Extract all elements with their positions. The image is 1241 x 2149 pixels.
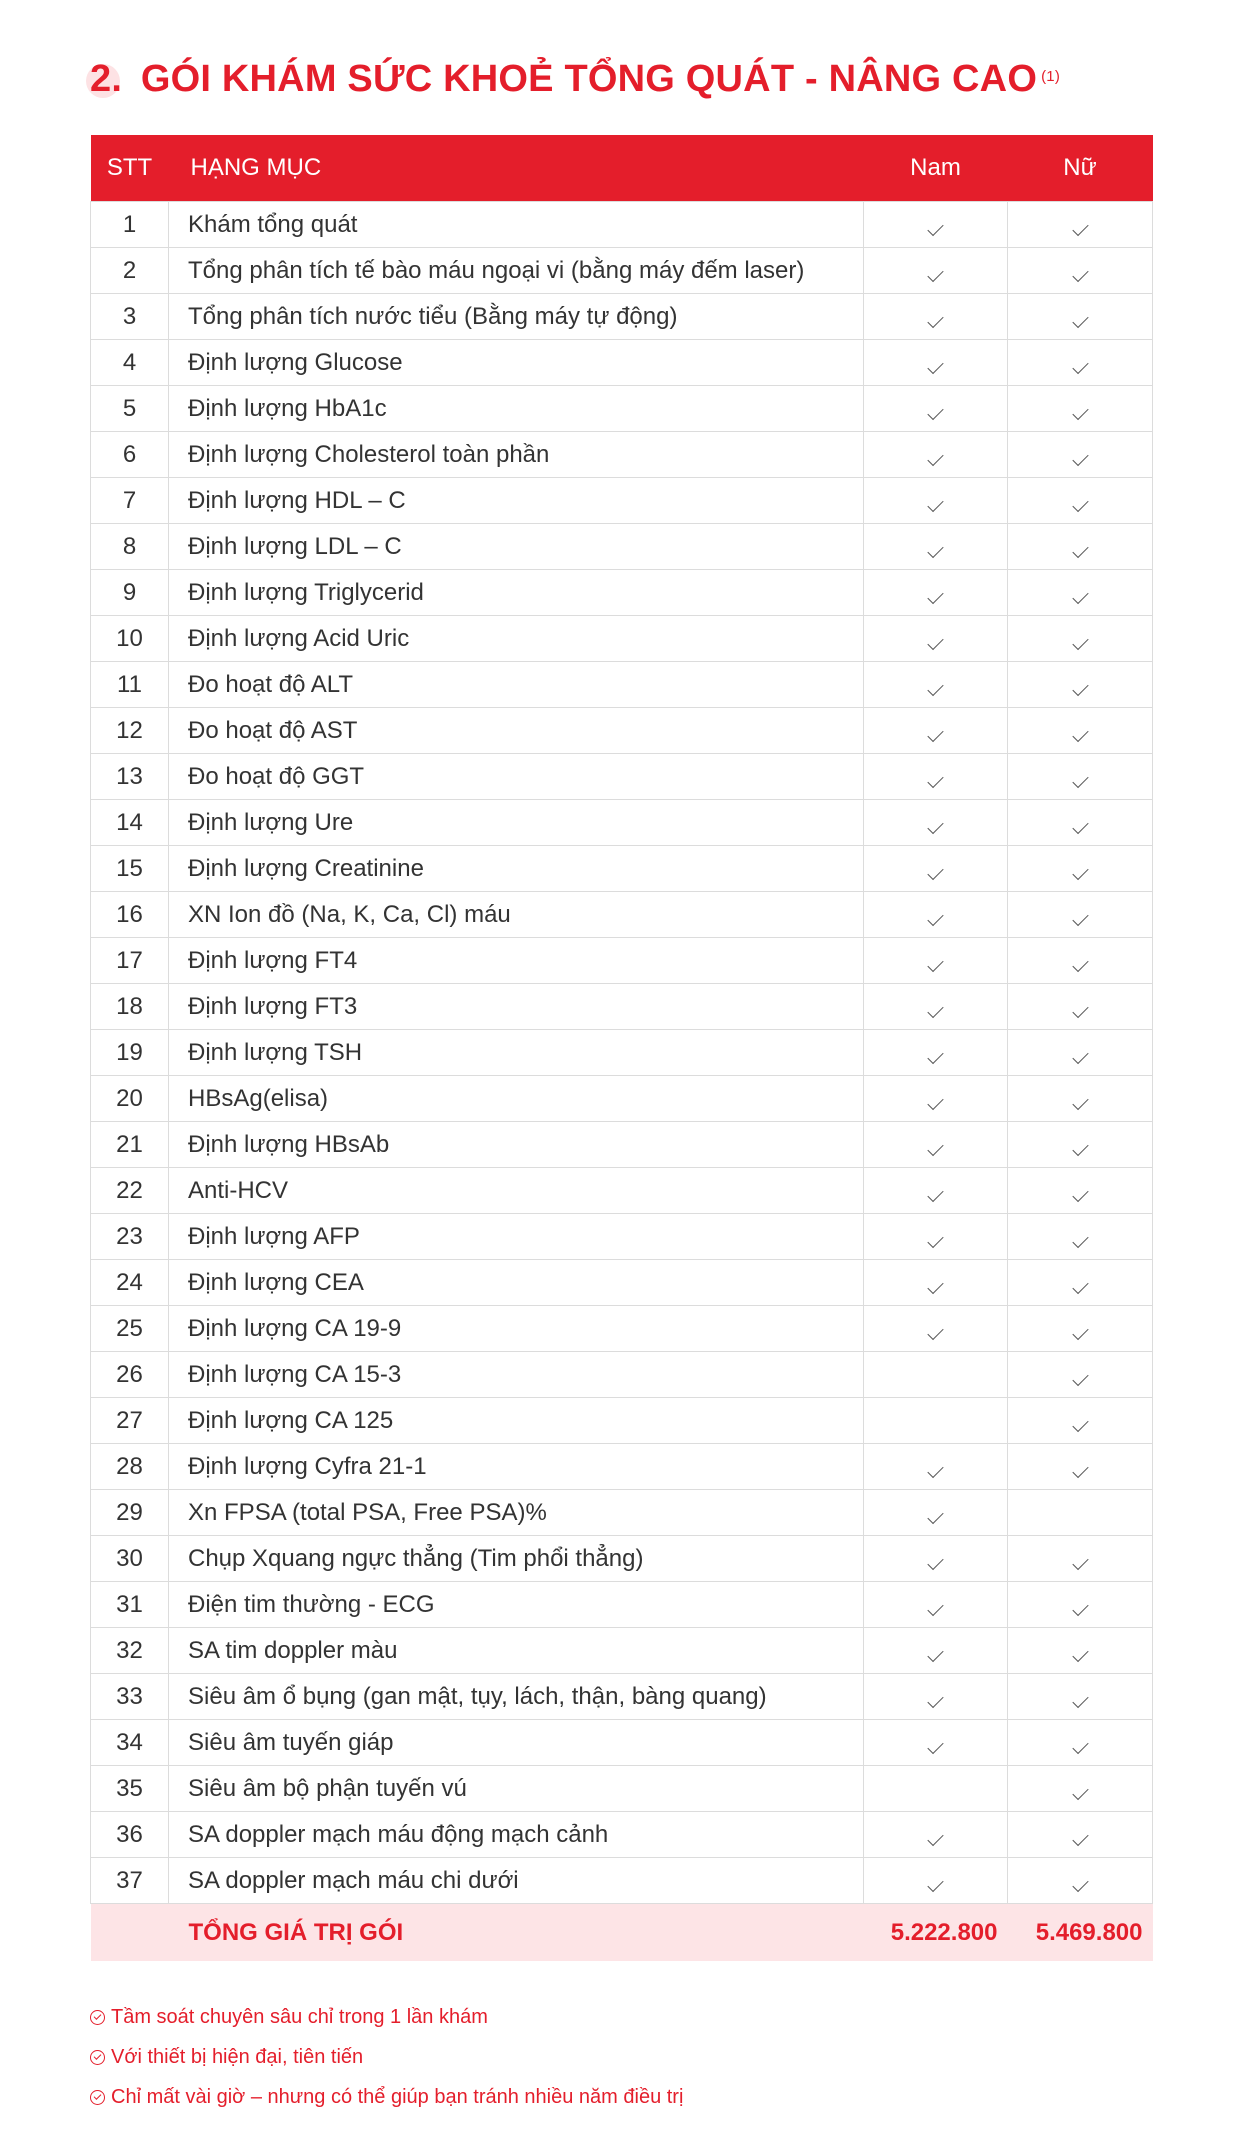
table-row bbox=[91, 1398, 1153, 1444]
row-male-cell bbox=[864, 294, 1008, 340]
table-row bbox=[91, 984, 1153, 1030]
row-stt: 26 bbox=[91, 1352, 169, 1398]
row-stt: 33 bbox=[91, 1674, 169, 1720]
check-icon bbox=[927, 1093, 943, 1109]
check-icon bbox=[1072, 1415, 1088, 1431]
check-icon bbox=[1072, 725, 1088, 741]
row-item-name: Định lượng CA 125 bbox=[169, 1398, 864, 1444]
row-item-name: Định lượng FT4 bbox=[169, 938, 864, 984]
check-circle-icon bbox=[90, 2090, 105, 2105]
row-male-cell bbox=[864, 1122, 1008, 1168]
row-stt: 1 bbox=[91, 202, 169, 248]
check-icon bbox=[927, 357, 943, 373]
table-row bbox=[91, 1260, 1153, 1306]
row-item-name: Định lượng Cyfra 21-1 bbox=[169, 1444, 864, 1490]
row-item-name: Siêu âm bộ phận tuyến vú bbox=[169, 1766, 864, 1812]
note-item bbox=[90, 2037, 683, 2077]
row-male-cell bbox=[864, 1812, 1008, 1858]
table-row bbox=[91, 662, 1153, 708]
check-icon bbox=[927, 1553, 943, 1569]
row-item-name: Định lượng Glucose bbox=[169, 340, 864, 386]
row-female-cell bbox=[1008, 1398, 1153, 1444]
row-stt: 7 bbox=[91, 478, 169, 524]
table-row bbox=[91, 1076, 1153, 1122]
total-label: TỔNG GIÁ TRỊ GÓI bbox=[169, 1904, 864, 1962]
row-female-cell bbox=[1008, 984, 1153, 1030]
row-female-cell bbox=[1008, 524, 1153, 570]
check-icon bbox=[927, 1691, 943, 1707]
row-female-cell bbox=[1008, 846, 1153, 892]
row-stt: 22 bbox=[91, 1168, 169, 1214]
check-icon bbox=[1072, 1369, 1088, 1385]
row-item-name: Khám tổng quát bbox=[169, 202, 864, 248]
check-icon bbox=[927, 1323, 943, 1339]
row-female-cell bbox=[1008, 248, 1153, 294]
row-stt: 18 bbox=[91, 984, 169, 1030]
header-item: HẠNG MỤC bbox=[169, 135, 864, 202]
row-stt: 12 bbox=[91, 708, 169, 754]
row-item-name: Siêu âm tuyến giáp bbox=[169, 1720, 864, 1766]
check-icon bbox=[927, 1139, 943, 1155]
table-body bbox=[91, 202, 1153, 1904]
row-item-name: Định lượng Creatinine bbox=[169, 846, 864, 892]
check-icon bbox=[1072, 219, 1088, 235]
table-row bbox=[91, 1122, 1153, 1168]
check-icon bbox=[1072, 495, 1088, 511]
table-row bbox=[91, 294, 1153, 340]
table-row bbox=[91, 1444, 1153, 1490]
row-item-name: Tổng phân tích nước tiểu (Bằng máy tự động) bbox=[169, 294, 864, 340]
note-text: Tầm soát chuyên sâu chỉ trong 1 lần khám bbox=[111, 2005, 488, 2028]
row-male-cell bbox=[864, 340, 1008, 386]
table-row bbox=[91, 616, 1153, 662]
check-circle-icon bbox=[90, 2010, 105, 2025]
table-row bbox=[91, 340, 1153, 386]
table-row bbox=[91, 1030, 1153, 1076]
check-icon bbox=[1072, 1323, 1088, 1339]
row-male-cell bbox=[864, 1582, 1008, 1628]
check-icon bbox=[1072, 771, 1088, 787]
table-row bbox=[91, 1352, 1153, 1398]
total-row bbox=[91, 1904, 1153, 1962]
row-male-cell bbox=[864, 1444, 1008, 1490]
check-icon bbox=[927, 1645, 943, 1661]
check-icon bbox=[927, 1461, 943, 1477]
table-row bbox=[91, 1674, 1153, 1720]
header-male: Nam bbox=[864, 135, 1008, 202]
row-female-cell bbox=[1008, 1260, 1153, 1306]
row-female-cell bbox=[1008, 1720, 1153, 1766]
table-header-row bbox=[91, 135, 1153, 202]
check-icon bbox=[1072, 357, 1088, 373]
table-row bbox=[91, 1536, 1153, 1582]
row-male-cell bbox=[864, 800, 1008, 846]
row-female-cell bbox=[1008, 1444, 1153, 1490]
row-female-cell bbox=[1008, 1536, 1153, 1582]
row-male-cell bbox=[864, 248, 1008, 294]
row-item-name: SA doppler mạch máu chi dưới bbox=[169, 1858, 864, 1904]
row-female-cell bbox=[1008, 754, 1153, 800]
table-row bbox=[91, 708, 1153, 754]
check-icon bbox=[1072, 1139, 1088, 1155]
row-male-cell bbox=[864, 1076, 1008, 1122]
row-stt: 5 bbox=[91, 386, 169, 432]
row-female-cell bbox=[1008, 1628, 1153, 1674]
row-item-name: Định lượng LDL – C bbox=[169, 524, 864, 570]
row-stt: 25 bbox=[91, 1306, 169, 1352]
row-male-cell bbox=[864, 662, 1008, 708]
row-female-cell bbox=[1008, 800, 1153, 846]
check-icon bbox=[927, 1599, 943, 1615]
table-row bbox=[91, 432, 1153, 478]
check-icon bbox=[1072, 1001, 1088, 1017]
row-female-cell bbox=[1008, 478, 1153, 524]
check-icon bbox=[927, 1231, 943, 1247]
row-female-cell bbox=[1008, 938, 1153, 984]
row-male-cell bbox=[864, 1536, 1008, 1582]
table-row bbox=[91, 478, 1153, 524]
row-item-name: Đo hoạt độ GGT bbox=[169, 754, 864, 800]
note-item bbox=[90, 1997, 683, 2037]
row-stt: 27 bbox=[91, 1398, 169, 1444]
check-icon bbox=[927, 449, 943, 465]
row-male-cell bbox=[864, 938, 1008, 984]
check-icon bbox=[927, 1185, 943, 1201]
total-price-male: 5.222.800 bbox=[864, 1904, 1008, 1962]
table-row bbox=[91, 1168, 1153, 1214]
row-stt: 15 bbox=[91, 846, 169, 892]
row-stt: 17 bbox=[91, 938, 169, 984]
table-row bbox=[91, 938, 1153, 984]
row-female-cell bbox=[1008, 1306, 1153, 1352]
row-male-cell bbox=[864, 1628, 1008, 1674]
row-item-name: Định lượng Cholesterol toàn phần bbox=[169, 432, 864, 478]
row-stt: 10 bbox=[91, 616, 169, 662]
table-row bbox=[91, 846, 1153, 892]
row-male-cell bbox=[864, 616, 1008, 662]
table-row bbox=[91, 570, 1153, 616]
row-male-cell bbox=[864, 1352, 1008, 1398]
table-row bbox=[91, 1766, 1153, 1812]
row-stt: 9 bbox=[91, 570, 169, 616]
title-text: GÓI KHÁM SỨC KHOẺ TỔNG QUÁT - NÂNG CAO bbox=[140, 58, 1038, 100]
check-icon bbox=[1072, 1691, 1088, 1707]
table-row bbox=[91, 1582, 1153, 1628]
row-female-cell bbox=[1008, 1812, 1153, 1858]
row-female-cell bbox=[1008, 1030, 1153, 1076]
check-icon bbox=[1072, 1277, 1088, 1293]
note-item bbox=[90, 2077, 683, 2117]
check-icon bbox=[1072, 1599, 1088, 1615]
check-icon bbox=[1072, 1645, 1088, 1661]
row-male-cell bbox=[864, 524, 1008, 570]
row-stt: 2 bbox=[91, 248, 169, 294]
check-icon bbox=[1072, 1231, 1088, 1247]
check-circle-icon bbox=[90, 2050, 105, 2065]
check-icon bbox=[1072, 1553, 1088, 1569]
row-female-cell bbox=[1008, 1858, 1153, 1904]
check-icon bbox=[927, 219, 943, 235]
check-icon bbox=[1072, 1093, 1088, 1109]
row-stt: 21 bbox=[91, 1122, 169, 1168]
table-row bbox=[91, 800, 1153, 846]
check-icon bbox=[1072, 863, 1088, 879]
check-icon bbox=[927, 1277, 943, 1293]
row-stt: 14 bbox=[91, 800, 169, 846]
row-stt: 8 bbox=[91, 524, 169, 570]
row-stt: 36 bbox=[91, 1812, 169, 1858]
row-item-name: SA doppler mạch máu động mạch cảnh bbox=[169, 1812, 864, 1858]
row-stt: 32 bbox=[91, 1628, 169, 1674]
row-male-cell bbox=[864, 754, 1008, 800]
check-icon bbox=[927, 495, 943, 511]
row-stt: 28 bbox=[91, 1444, 169, 1490]
row-male-cell bbox=[864, 892, 1008, 938]
check-icon bbox=[927, 633, 943, 649]
row-male-cell bbox=[864, 1674, 1008, 1720]
row-female-cell bbox=[1008, 294, 1153, 340]
table-row bbox=[91, 1214, 1153, 1260]
check-icon bbox=[1072, 955, 1088, 971]
row-female-cell bbox=[1008, 1352, 1153, 1398]
row-male-cell bbox=[864, 1720, 1008, 1766]
check-icon bbox=[1072, 909, 1088, 925]
row-male-cell bbox=[864, 1260, 1008, 1306]
row-female-cell bbox=[1008, 662, 1153, 708]
row-female-cell bbox=[1008, 1766, 1153, 1812]
row-stt: 29 bbox=[91, 1490, 169, 1536]
row-item-name: Định lượng FT3 bbox=[169, 984, 864, 1030]
row-female-cell bbox=[1008, 202, 1153, 248]
row-stt: 23 bbox=[91, 1214, 169, 1260]
check-icon bbox=[1072, 403, 1088, 419]
row-item-name: Định lượng CA 19-9 bbox=[169, 1306, 864, 1352]
check-icon bbox=[927, 541, 943, 557]
row-stt: 34 bbox=[91, 1720, 169, 1766]
table-row bbox=[91, 248, 1153, 294]
check-icon bbox=[1072, 679, 1088, 695]
row-male-cell bbox=[864, 1858, 1008, 1904]
row-item-name: Anti-HCV bbox=[169, 1168, 864, 1214]
row-female-cell bbox=[1008, 1674, 1153, 1720]
row-male-cell bbox=[864, 1766, 1008, 1812]
check-icon bbox=[927, 909, 943, 925]
check-icon bbox=[927, 311, 943, 327]
row-female-cell bbox=[1008, 340, 1153, 386]
check-icon bbox=[1072, 449, 1088, 465]
check-icon bbox=[927, 817, 943, 833]
row-stt: 19 bbox=[91, 1030, 169, 1076]
total-price-female: 5.469.800 bbox=[1008, 1904, 1153, 1962]
row-female-cell bbox=[1008, 1122, 1153, 1168]
check-icon bbox=[1072, 541, 1088, 557]
row-female-cell bbox=[1008, 1076, 1153, 1122]
row-male-cell bbox=[864, 1306, 1008, 1352]
row-stt: 6 bbox=[91, 432, 169, 478]
row-male-cell bbox=[864, 1398, 1008, 1444]
check-icon bbox=[927, 1829, 943, 1845]
benefit-notes bbox=[90, 1997, 683, 2117]
row-female-cell bbox=[1008, 386, 1153, 432]
check-icon bbox=[1072, 1047, 1088, 1063]
row-item-name: HBsAg(elisa) bbox=[169, 1076, 864, 1122]
total-empty-cell bbox=[91, 1904, 169, 1962]
table-row bbox=[91, 754, 1153, 800]
check-icon bbox=[1072, 1461, 1088, 1477]
check-icon bbox=[927, 1047, 943, 1063]
header-stt: STT bbox=[91, 135, 169, 202]
title-footnote: (1) bbox=[1041, 68, 1061, 85]
row-male-cell bbox=[864, 1490, 1008, 1536]
row-female-cell bbox=[1008, 708, 1153, 754]
row-stt: 31 bbox=[91, 1582, 169, 1628]
table-row bbox=[91, 524, 1153, 570]
row-item-name: Định lượng HBsAb bbox=[169, 1122, 864, 1168]
row-stt: 37 bbox=[91, 1858, 169, 1904]
row-item-name: Định lượng Ure bbox=[169, 800, 864, 846]
row-item-name: Điện tim thường - ECG bbox=[169, 1582, 864, 1628]
section-number: 2. bbox=[90, 58, 130, 101]
check-icon bbox=[1072, 1829, 1088, 1845]
check-icon bbox=[927, 1875, 943, 1891]
page-title bbox=[90, 58, 1060, 101]
row-stt: 16 bbox=[91, 892, 169, 938]
row-male-cell bbox=[864, 846, 1008, 892]
row-item-name: XN Ion đồ (Na, K, Ca, Cl) máu bbox=[169, 892, 864, 938]
row-stt: 3 bbox=[91, 294, 169, 340]
row-female-cell bbox=[1008, 1490, 1153, 1536]
check-icon bbox=[1072, 1737, 1088, 1753]
row-item-name: Tổng phân tích tế bào máu ngoại vi (bằng máy đếm laser) bbox=[169, 248, 864, 294]
check-icon bbox=[927, 1001, 943, 1017]
check-icon bbox=[927, 955, 943, 971]
row-male-cell bbox=[864, 1168, 1008, 1214]
row-male-cell bbox=[864, 708, 1008, 754]
table-row bbox=[91, 1858, 1153, 1904]
check-icon bbox=[1072, 1875, 1088, 1891]
check-icon bbox=[927, 679, 943, 695]
check-icon bbox=[927, 771, 943, 787]
table-row bbox=[91, 1490, 1153, 1536]
table-row bbox=[91, 202, 1153, 248]
row-female-cell bbox=[1008, 570, 1153, 616]
row-female-cell bbox=[1008, 432, 1153, 478]
row-stt: 35 bbox=[91, 1766, 169, 1812]
row-male-cell bbox=[864, 1214, 1008, 1260]
row-female-cell bbox=[1008, 1168, 1153, 1214]
header-female: Nữ bbox=[1008, 135, 1153, 202]
row-item-name: Siêu âm ổ bụng (gan mật, tụy, lách, thận, bàng quang) bbox=[169, 1674, 864, 1720]
row-male-cell bbox=[864, 432, 1008, 478]
check-icon bbox=[1072, 1185, 1088, 1201]
package-table bbox=[90, 135, 1153, 1961]
check-icon bbox=[927, 1737, 943, 1753]
row-item-name: Chụp Xquang ngực thẳng (Tim phổi thẳng) bbox=[169, 1536, 864, 1582]
row-male-cell bbox=[864, 984, 1008, 1030]
row-female-cell bbox=[1008, 1214, 1153, 1260]
row-item-name: Xn FPSA (total PSA, Free PSA)% bbox=[169, 1490, 864, 1536]
row-male-cell bbox=[864, 570, 1008, 616]
row-item-name: Định lượng HbA1c bbox=[169, 386, 864, 432]
row-male-cell bbox=[864, 1030, 1008, 1076]
note-text: Với thiết bị hiện đại, tiên tiến bbox=[111, 2045, 364, 2068]
table-row bbox=[91, 386, 1153, 432]
table-row bbox=[91, 1720, 1153, 1766]
table-row bbox=[91, 1306, 1153, 1352]
note-text: Chỉ mất vài giờ – nhưng có thể giúp bạn tránh nhiều năm điều trị bbox=[111, 2085, 684, 2108]
row-item-name: Định lượng CA 15-3 bbox=[169, 1352, 864, 1398]
row-item-name: Định lượng CEA bbox=[169, 1260, 864, 1306]
check-icon bbox=[927, 403, 943, 419]
row-female-cell bbox=[1008, 1582, 1153, 1628]
row-item-name: Định lượng HDL – C bbox=[169, 478, 864, 524]
table-row bbox=[91, 1812, 1153, 1858]
check-icon bbox=[1072, 265, 1088, 281]
row-stt: 30 bbox=[91, 1536, 169, 1582]
row-female-cell bbox=[1008, 892, 1153, 938]
check-icon bbox=[927, 1507, 943, 1523]
row-male-cell bbox=[864, 386, 1008, 432]
row-stt: 24 bbox=[91, 1260, 169, 1306]
row-stt: 11 bbox=[91, 662, 169, 708]
check-icon bbox=[1072, 1783, 1088, 1799]
check-icon bbox=[927, 863, 943, 879]
row-stt: 13 bbox=[91, 754, 169, 800]
table-row bbox=[91, 1628, 1153, 1674]
row-item-name: Đo hoạt độ AST bbox=[169, 708, 864, 754]
row-item-name: Định lượng Acid Uric bbox=[169, 616, 864, 662]
check-icon bbox=[927, 587, 943, 603]
table-row bbox=[91, 892, 1153, 938]
row-item-name: Đo hoạt độ ALT bbox=[169, 662, 864, 708]
row-stt: 4 bbox=[91, 340, 169, 386]
check-icon bbox=[1072, 311, 1088, 327]
check-icon bbox=[1072, 633, 1088, 649]
row-item-name: Định lượng AFP bbox=[169, 1214, 864, 1260]
check-icon bbox=[927, 265, 943, 281]
row-female-cell bbox=[1008, 616, 1153, 662]
row-male-cell bbox=[864, 478, 1008, 524]
check-icon bbox=[1072, 817, 1088, 833]
row-item-name: Định lượng TSH bbox=[169, 1030, 864, 1076]
row-stt: 20 bbox=[91, 1076, 169, 1122]
row-item-name: SA tim doppler màu bbox=[169, 1628, 864, 1674]
row-item-name: Định lượng Triglycerid bbox=[169, 570, 864, 616]
row-male-cell bbox=[864, 202, 1008, 248]
check-icon bbox=[1072, 587, 1088, 603]
check-icon bbox=[927, 725, 943, 741]
